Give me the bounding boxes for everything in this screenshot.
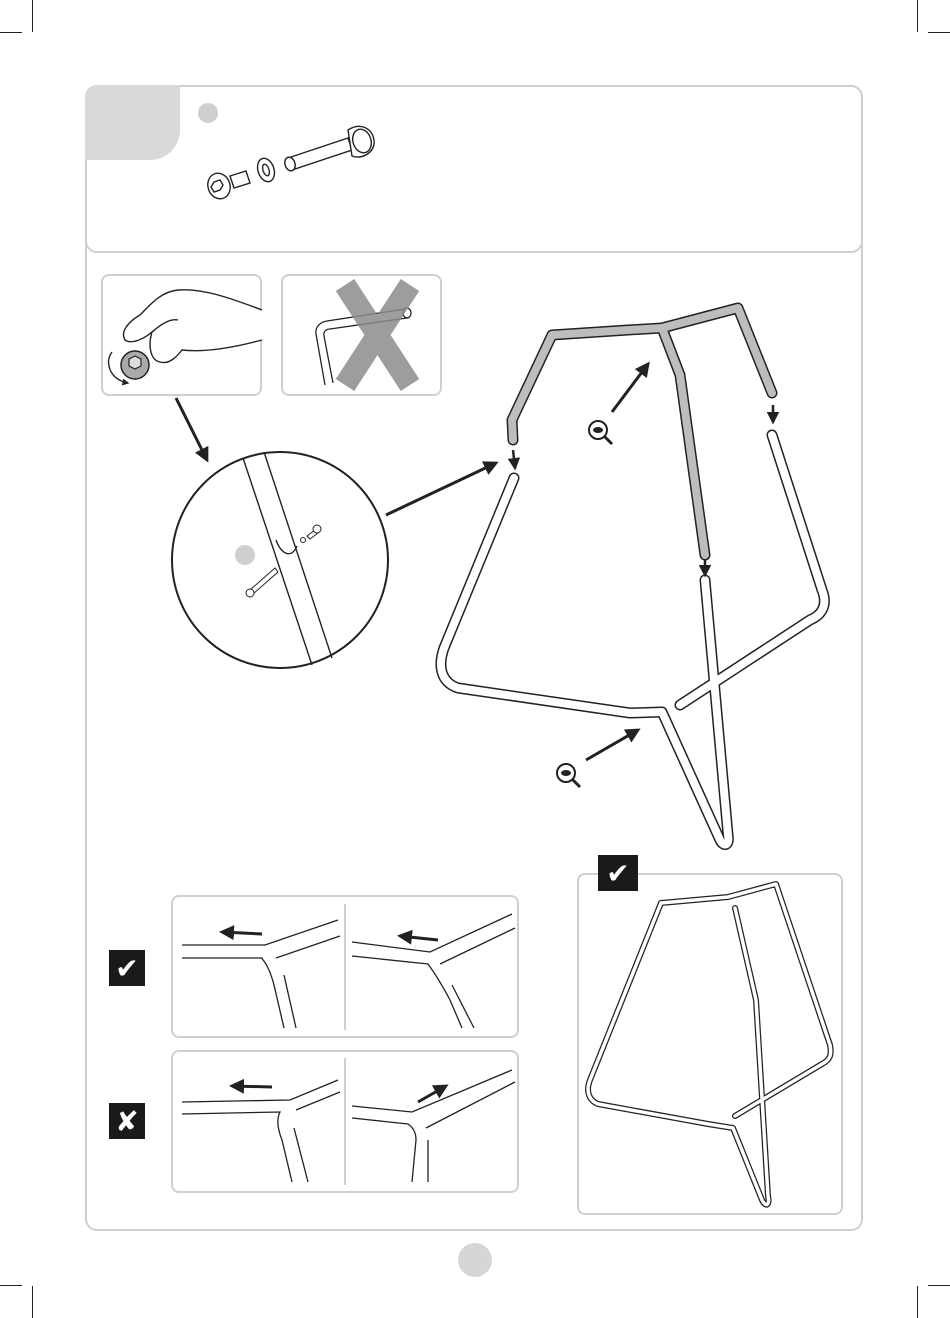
inspect-arrow (586, 730, 638, 760)
assembled-frame-outline (588, 884, 831, 1205)
prohibited-cross-icon (345, 285, 410, 385)
magnifier-eye-icon (557, 764, 580, 787)
cross-mark-icon: ✘ (109, 1103, 145, 1139)
detail-pointer-arrow (176, 398, 207, 460)
detail-pointer-arrow (386, 463, 496, 515)
inspect-arrow (612, 364, 648, 412)
magnifier-eye-icon (589, 421, 612, 444)
screw-set-illustration (205, 126, 375, 201)
incorrect-joint-illustrations (182, 1070, 515, 1182)
hand-illustration (123, 290, 262, 363)
insert-arrows (513, 405, 773, 575)
check-mark-icon: ✔ (598, 855, 638, 891)
detail-magnifier-circle (172, 452, 388, 668)
lower-legs-fill (441, 435, 824, 845)
upper-arch-highlight (512, 308, 772, 555)
detail-label-dot (235, 545, 255, 565)
check-mark-icon: ✔ (109, 950, 145, 986)
